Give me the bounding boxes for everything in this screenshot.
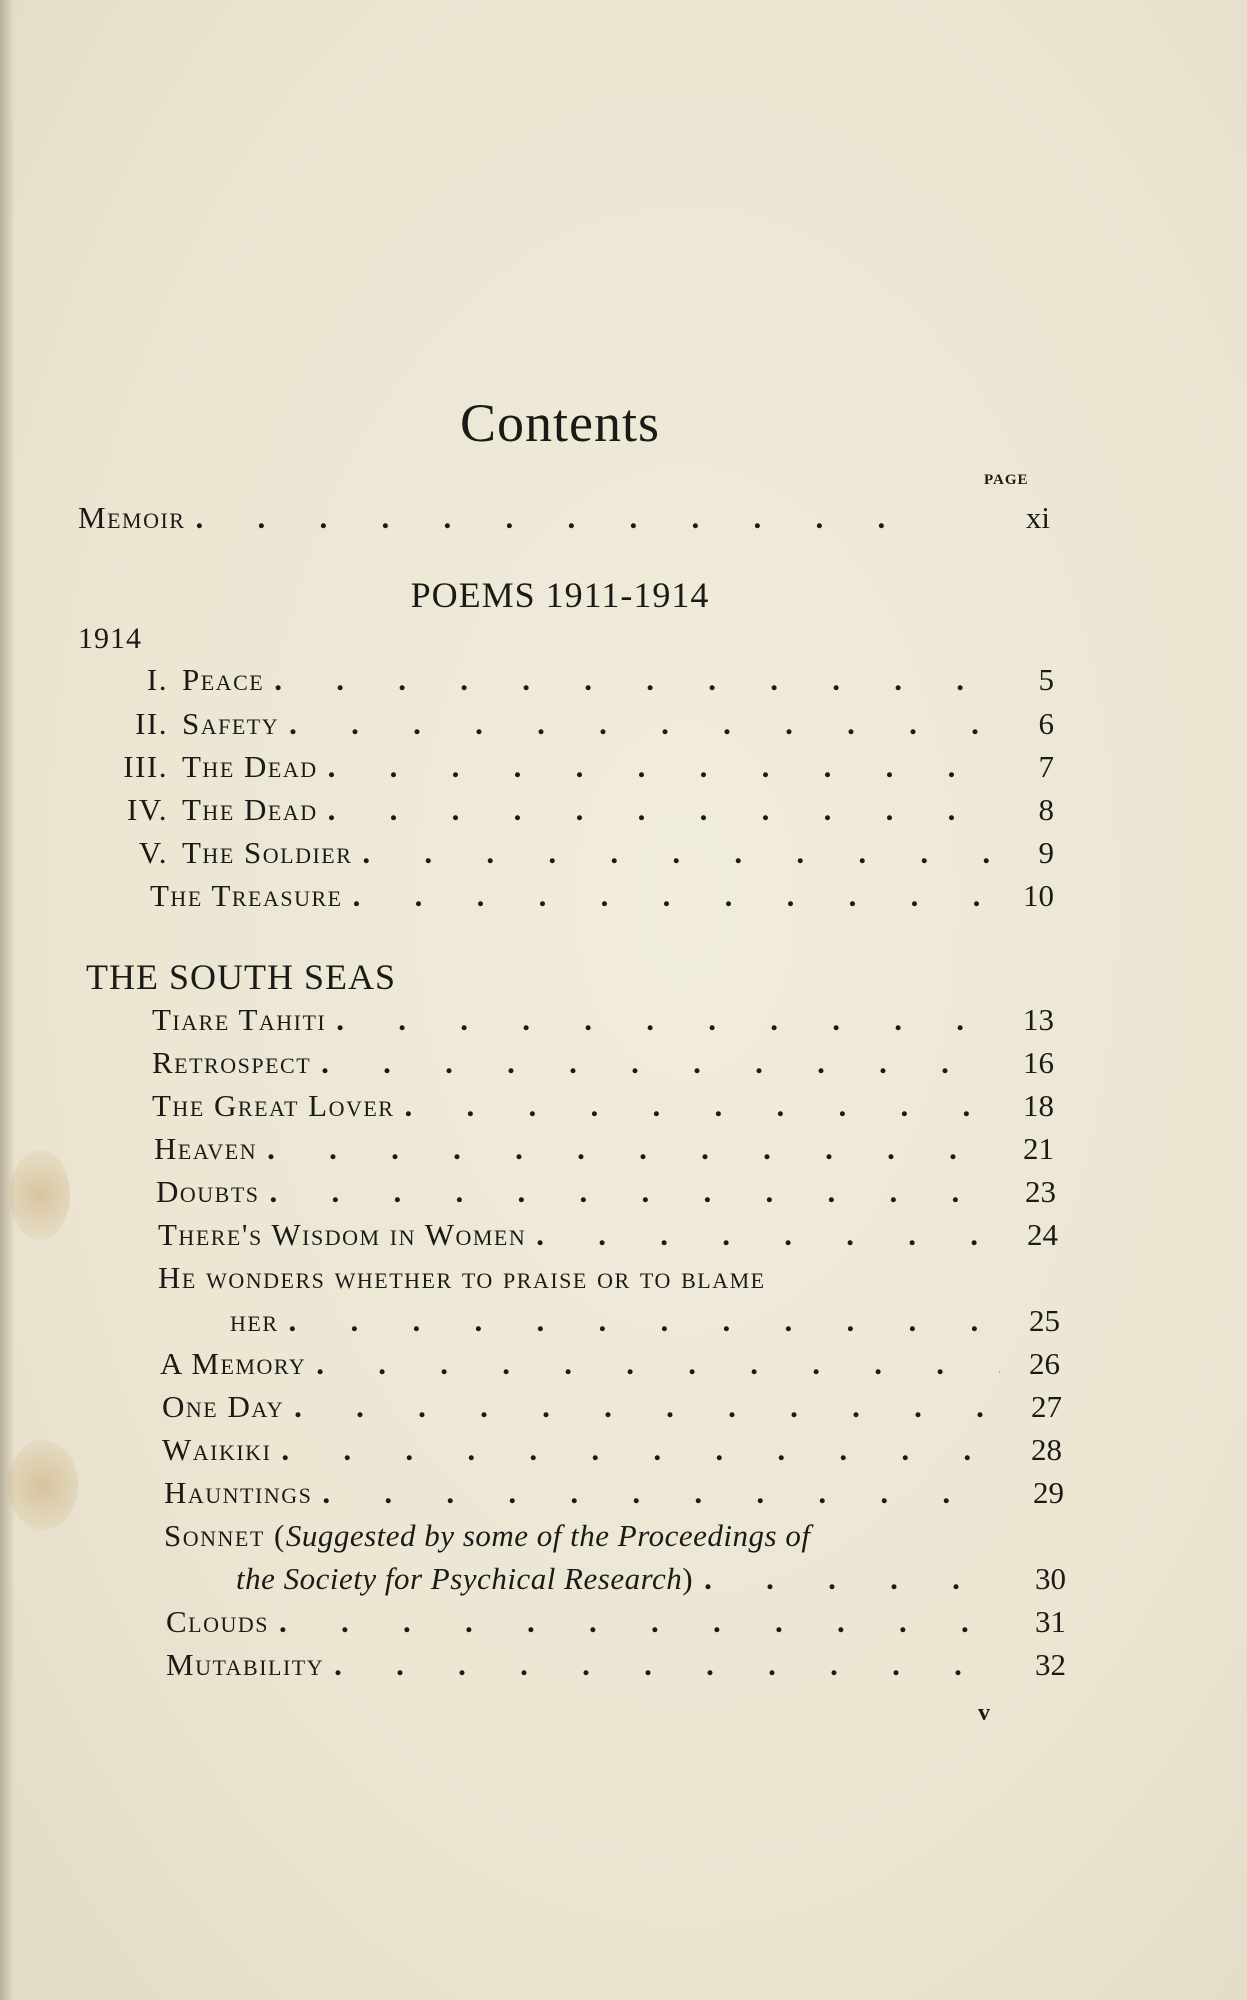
toc-entry-page: 8: [1038, 792, 1054, 827]
toc-entry-page: 10: [1023, 878, 1054, 913]
toc-entry-page: 24: [1027, 1217, 1058, 1252]
toc-entry-line-1[interactable]: [158, 1260, 1058, 1300]
toc-entry[interactable]: [152, 1002, 1054, 1042]
leader-dots: [336, 1002, 994, 1038]
leader-dots: [353, 878, 994, 914]
toc-entry-label-italic: the Society for Psychical Research: [236, 1561, 683, 1596]
toc-entry-number: IV.: [127, 792, 168, 827]
leader-dots: [281, 1432, 1002, 1468]
toc-entry-page: 16: [1023, 1045, 1054, 1080]
leader-dots: [328, 792, 994, 828]
toc-entry-label: There's Wisdom in Women: [158, 1217, 527, 1252]
toc-entry-page: 31: [1035, 1604, 1066, 1639]
toc-entry[interactable]: [154, 1131, 1054, 1171]
leader-dots: [316, 1346, 1000, 1382]
toc-entry-label: Hauntings: [164, 1475, 313, 1510]
toc-entry-memoir[interactable]: [78, 500, 1050, 540]
leader-dots: [322, 1475, 1004, 1511]
toc-entry-label: The Dead: [182, 749, 318, 784]
toc-entry-label: The Soldier: [182, 835, 353, 870]
toc-entry-label: The Great Lover: [152, 1088, 395, 1123]
toc-entry-page: 23: [1025, 1174, 1056, 1209]
toc-entry[interactable]: [110, 835, 1054, 875]
toc-entry-page: 5: [1038, 662, 1054, 697]
group-heading-1914: 1914: [78, 622, 142, 655]
part-heading: POEMS 1911-1914: [410, 575, 710, 615]
toc-entry[interactable]: [110, 662, 1054, 702]
leader-dots: [289, 1303, 1001, 1339]
toc-entry[interactable]: [110, 792, 1054, 832]
toc-entry-page: 6: [1038, 706, 1054, 741]
toc-entry-page: 30: [1035, 1561, 1066, 1596]
toc-entry[interactable]: [110, 749, 1054, 789]
toc-entry-page: 21: [1023, 1131, 1054, 1166]
toc-entry[interactable]: [164, 1475, 1064, 1515]
leader-dots: [328, 749, 994, 785]
toc-entry[interactable]: [160, 1346, 1060, 1386]
toc-entry-number: V.: [138, 835, 168, 870]
toc-entry[interactable]: [158, 1217, 1058, 1257]
toc-entry-label: Doubts: [156, 1174, 260, 1209]
toc-entry-label: Tiare Tahiti: [152, 1002, 327, 1037]
leader-dots: [267, 1131, 994, 1167]
toc-entry-line-2[interactable]: [236, 1561, 1066, 1601]
toc-entry-page: 27: [1031, 1389, 1062, 1424]
toc-entry-label-prefix: Sonnet (: [164, 1518, 286, 1553]
toc-entry-page: 7: [1038, 749, 1054, 784]
page-column-label: PAGE: [984, 472, 1029, 488]
page-spine-shadow: [0, 0, 14, 2000]
toc-entry-page: 29: [1033, 1475, 1064, 1510]
leader-dots: [195, 500, 990, 536]
toc-entry-label: One Day: [162, 1389, 285, 1424]
toc-entry-label: A Memory: [160, 1346, 307, 1381]
toc-entry-label: Clouds: [166, 1604, 270, 1639]
leader-dots: [536, 1217, 998, 1253]
leader-dots: [362, 835, 994, 871]
toc-entry[interactable]: [150, 878, 1054, 918]
toc-entry-label: her: [230, 1303, 279, 1338]
leader-dots: [321, 1045, 994, 1081]
toc-entry-page: 28: [1031, 1432, 1062, 1467]
toc-entry-label-suffix: ): [682, 1561, 695, 1596]
toc-entry-number: II.: [135, 706, 168, 741]
toc-entry-number: I.: [146, 662, 168, 697]
toc-entry-page: 26: [1029, 1346, 1060, 1381]
toc-entry[interactable]: [156, 1174, 1056, 1214]
toc-entry[interactable]: [110, 706, 1054, 746]
leader-dots: [294, 1389, 1002, 1425]
toc-entry-label: Retrospect: [152, 1045, 312, 1080]
leader-dots: [279, 1604, 1006, 1640]
toc-entry-label: Memoir: [78, 500, 186, 535]
toc-entry-label: He wonders whether to praise or to blame: [158, 1260, 766, 1295]
toc-entry-page: 25: [1029, 1303, 1060, 1338]
toc-entry-line-2[interactable]: [230, 1303, 1060, 1343]
toc-entry-label: Heaven: [154, 1131, 258, 1166]
page-folio: v: [978, 1700, 990, 1726]
leader-dots: [334, 1647, 1006, 1683]
toc-entry[interactable]: [162, 1389, 1062, 1429]
toc-entry-label: The Dead: [182, 792, 318, 827]
toc-entry-label: Waikiki: [162, 1432, 272, 1467]
toc-entry-page: xi: [1025, 500, 1050, 535]
toc-entry[interactable]: [152, 1088, 1054, 1128]
toc-entry-page: 13: [1023, 1002, 1054, 1037]
toc-entry-number: III.: [123, 749, 168, 784]
toc-entry[interactable]: [166, 1604, 1066, 1644]
group-heading-south-seas: THE SOUTH SEAS: [86, 957, 397, 997]
toc-entry-label: Peace: [182, 662, 265, 697]
foxing-stain: [10, 1150, 70, 1240]
leader-dots: [289, 706, 994, 742]
leader-dots: [404, 1088, 994, 1124]
toc-entry-label: Safety: [182, 706, 280, 741]
toc-entry[interactable]: [152, 1045, 1054, 1085]
page-title: Contents: [459, 393, 660, 453]
leader-dots: [270, 1174, 996, 1210]
toc-entry-page: 32: [1035, 1647, 1066, 1682]
toc-entry-line-1[interactable]: [164, 1518, 1064, 1558]
toc-entry[interactable]: [166, 1647, 1066, 1687]
foxing-stain: [8, 1440, 78, 1530]
toc-entry-page: 9: [1038, 835, 1054, 870]
toc-entry-label: The Treasure: [150, 878, 343, 913]
toc-entry-label: Mutability: [166, 1647, 325, 1682]
leader-dots: [274, 662, 994, 698]
leader-dots: [704, 1561, 1006, 1597]
toc-entry-page: 18: [1023, 1088, 1054, 1123]
toc-entry[interactable]: [162, 1432, 1062, 1472]
toc-entry-label-italic: Suggested by some of the Proceedings of: [285, 1518, 811, 1553]
